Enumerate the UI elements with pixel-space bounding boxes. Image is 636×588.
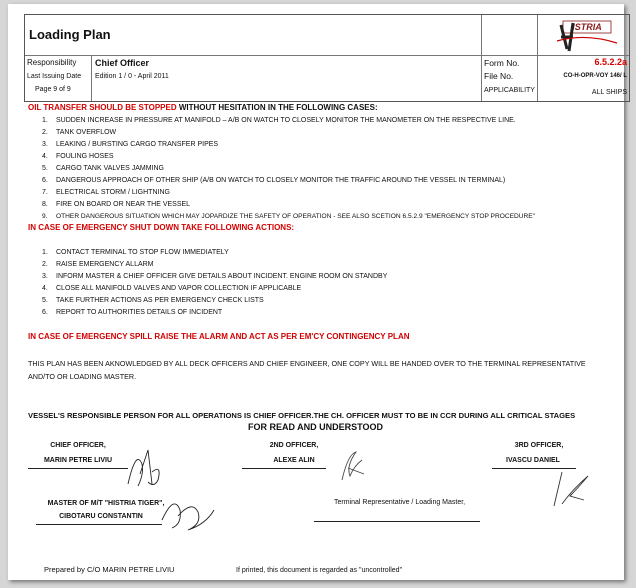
acknowledgement-line-1: THIS PLAN HAS BEEN AKNOWLEDGED BY ALL DECK OFFICERS AND CHIEF ENGINEER, ONE COPY WILL BE HANDED OVER TO THE TERMINAL REPRESENTATIVE — [28, 359, 586, 368]
terminal-representative-label: Terminal Representative / Loading Master, — [334, 499, 466, 506]
header-box — [24, 14, 630, 102]
responsibility-value: Chief Officer — [95, 58, 150, 68]
second-officer-signature — [334, 446, 374, 486]
last-issuing-value: Edition 1 / 0 - April 2011 — [95, 73, 169, 80]
acknowledgement-line-2: AND/TO OR LOADING MASTER. — [28, 372, 137, 381]
master-line — [36, 524, 162, 525]
list-item: 6. DANGEROUS APPROACH OF OTHER SHIP (A/B ON WATCH TO CLOSELY MONITOR THE TRAFFIC AROUND THE VESSEL IN TERMINAL) — [42, 177, 506, 184]
list-item: 1. SUDDEN INCREASE IN PRESSURE AT MANIFOLD – A/B ON WATCH TO CLOSELY MONITOR THE MANOMETER ON THE RESPECTIVE LINE. — [42, 117, 516, 124]
master-name: CIBOTARU CONSTANTIN — [59, 513, 143, 520]
file-no-label: File No. — [484, 71, 514, 81]
list-item: 2. RAISE EMERGENCY ALLARM — [42, 261, 154, 268]
chief-officer-line — [28, 468, 128, 469]
form-no-value: 6.5.2.2a — [594, 57, 627, 67]
list-item: 5. CARGO TANK VALVES JAMMING — [42, 165, 165, 172]
list-item: 7. ELECTRICAL STORM / LIGHTNING — [42, 189, 170, 196]
prepared-by: Prepared by C/O MARIN PETRE LIVIU — [44, 565, 175, 574]
list-item: 3. INFORM MASTER & CHIEF OFFICER GIVE DETAILS ABOUT INCIDENT. ENGINE ROOM ON STANDBY — [42, 273, 388, 280]
oil-transfer-heading-red: OIL TRANSFER SHOULD BE STOPPED — [28, 103, 177, 112]
third-officer-signature — [548, 466, 598, 512]
second-officer-title: 2ND OFFICER, — [269, 442, 319, 449]
master-title: MASTER OF M/T "HISTRIA TIGER", — [47, 500, 165, 507]
second-officer-line — [242, 468, 326, 469]
read-understood-heading: FOR READ AND UNDERSTOOD — [248, 422, 384, 432]
histria-logo — [555, 19, 621, 53]
list-item: 1. CONTACT TERMINAL TO STOP FLOW IMMEDIATELY — [42, 249, 229, 256]
svg-text:ISTRIA: ISTRIA — [572, 22, 602, 32]
chief-officer-name: MARIN PETRE LIVIU — [43, 457, 113, 464]
emergency-shutdown-heading: IN CASE OF EMERGENCY SHUT DOWN TAKE FOLLOWING ACTIONS: — [28, 223, 295, 232]
list-item: 5. TAKE FURTHER ACTIONS AS PER EMERGENCY CHECK LISTS — [42, 297, 264, 304]
spill-heading: IN CASE OF EMERGENCY SPILL RAISE THE ALARM AND ACT AS PER EM'CY CONTINGENCY PLAN — [28, 332, 410, 341]
third-officer-name: IVASCU DANIEL — [506, 457, 560, 464]
oil-transfer-heading — [28, 103, 378, 113]
list-item: 3. LEAKING / BURSTING CARGO TRANSFER PIPES — [42, 141, 219, 148]
second-officer-name: ALEXE ALIN — [273, 457, 315, 464]
document-title: Loading Plan — [29, 27, 111, 42]
list-item: 2. TANK OVERFLOW — [42, 129, 117, 136]
list-item: 9. OTHER DANGEROUS SITUATION WHICH MAY JOPARDIZE THE SAFETY OF OPERATION - SEE ALSO SCETION 6.5.2.9 "EMERGENCY STOP PROCEDURE" — [42, 213, 536, 220]
list-item: 6. REPORT TO AUTHORITIES DETAILS OF INCIDENT — [42, 309, 223, 316]
list-item: 4. CLOSE ALL MANIFOLD VALVES AND VAPOR COLLECTION IF APPLICABLE — [42, 285, 302, 292]
uncontrolled-notice: If printed, this document is regarded as "uncontrolled" — [236, 567, 403, 574]
page-number: Page 9 of 9 — [35, 86, 71, 93]
responsibility-label: Responsibility — [27, 58, 77, 67]
master-signature — [158, 490, 218, 534]
list-item: 8. FIRE ON BOARD OR NEAR THE VESSEL — [42, 201, 191, 208]
chief-officer-title: CHIEF OFFICER, — [50, 442, 106, 449]
last-issuing-label: Last Issuing Date — [27, 73, 82, 80]
oil-transfer-heading-black: WITHOUT HESITATION IN THE FOLLOWING CASES: — [176, 103, 378, 112]
terminal-representative-line — [314, 521, 480, 522]
applicability-label: APPLICABILITY — [484, 87, 535, 94]
applicability-value: ALL SHIPS — [591, 89, 627, 96]
responsible-statement: VESSEL'S RESPONSIBLE PERSON FOR ALL OPERATIONS IS CHIEF OFFICER.THE CH. OFFICER MUST TO BE IN CCR DURING ALL CRITICAL STAGES — [28, 411, 576, 420]
third-officer-title: 3RD OFFICER, — [514, 442, 564, 449]
form-no-label: Form No. — [484, 58, 520, 68]
chief-officer-signature — [118, 444, 168, 490]
file-no-value: CO-H-OPR-VOY 146/ L — [563, 73, 627, 79]
document-page — [8, 4, 627, 580]
list-item: 4. FOULING HOSES — [42, 153, 114, 160]
